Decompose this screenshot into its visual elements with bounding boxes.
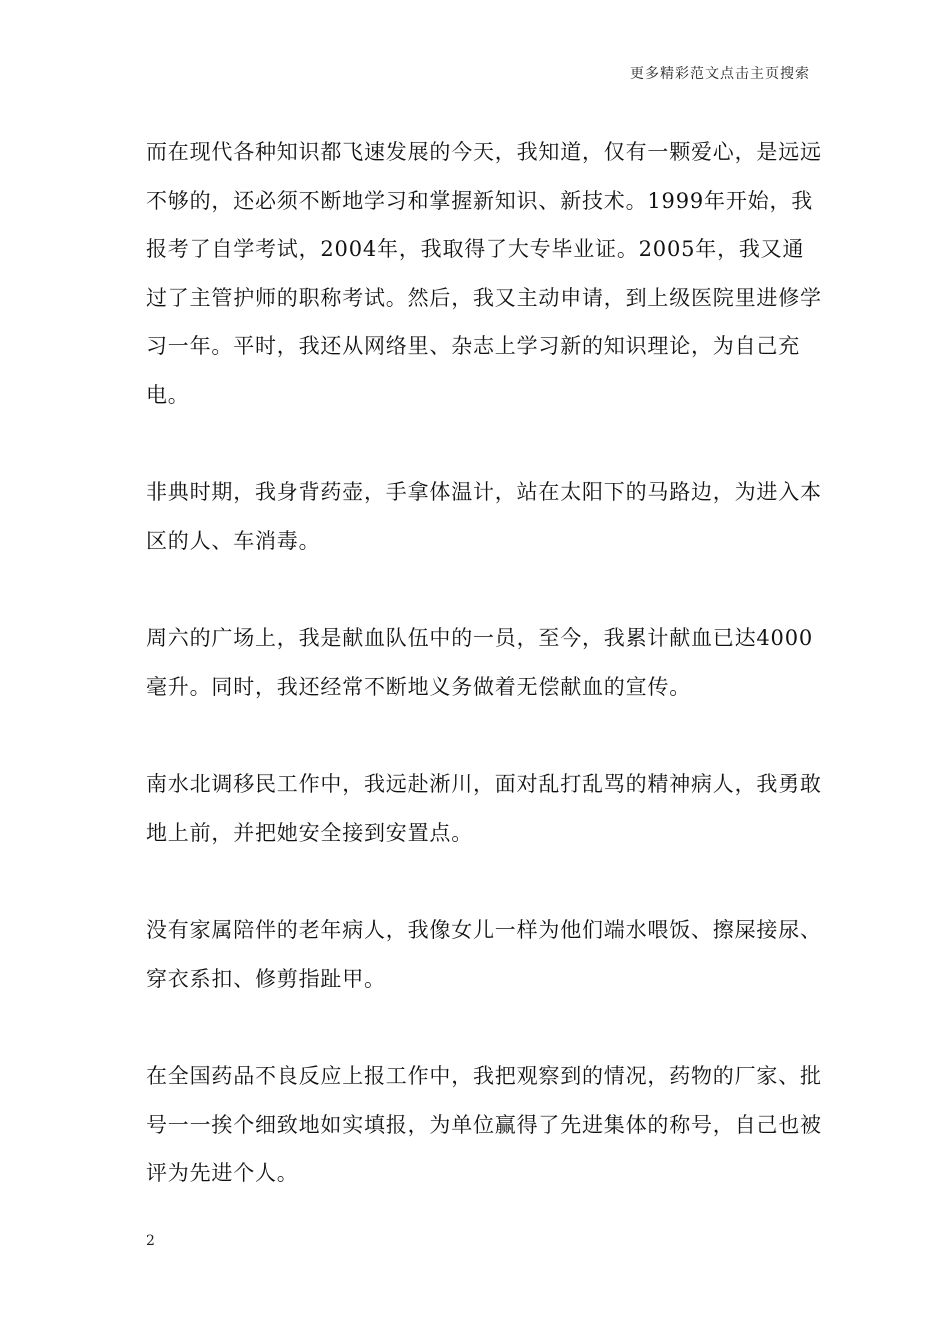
document-body <box>146 128 826 1247</box>
paragraph: 在全国药品不良反应上报工作中，我把观察到的情况，药物的厂家、批号一一挨个细致地如实填报，为单位赢得了先进集体的称号，自己也被评为先进个人。 <box>146 1064 822 1185</box>
paragraph: 没有家属陪伴的老年病人，我像女儿一样为他们端水喂饭、擦屎接尿、穿衣系扣、修剪指趾甲。 <box>146 918 822 991</box>
paragraph: 非典时期，我身背药壶，手拿体温计，站在太阳下的马路边，为进入本区的人、车消毒。 <box>146 480 822 553</box>
paragraph: 周六的广场上，我是献血队伍中的一员，至今，我累计献血已达4000毫升。同时，我还经常不断地义务做着无偿献血的宣传。 <box>146 626 814 699</box>
page-header: 更多精彩范文点击主页搜索 <box>630 66 810 82</box>
paragraph: 南水北调移民工作中，我远赴淅川，面对乱打乱骂的精神病人，我勇敢地上前，并把她安全接到安置点。 <box>146 772 822 845</box>
paragraph: 而在现代各种知识都飞速发展的今天，我知道，仅有一颗爱心，是远远不够的，还必须不断地学习和掌握新知识、新技术。1999年开始，我报考了自学考试，2004年，我取得了大专毕业证。2005年，我又通过了主管护师的职称考试。然后，我又主动申请，到上级医院里进修学习一年。平时，我还从网络里、杂志上学习新的知识理论，为自己充电。 <box>146 140 822 407</box>
page-number: 2 <box>146 1233 155 1249</box>
